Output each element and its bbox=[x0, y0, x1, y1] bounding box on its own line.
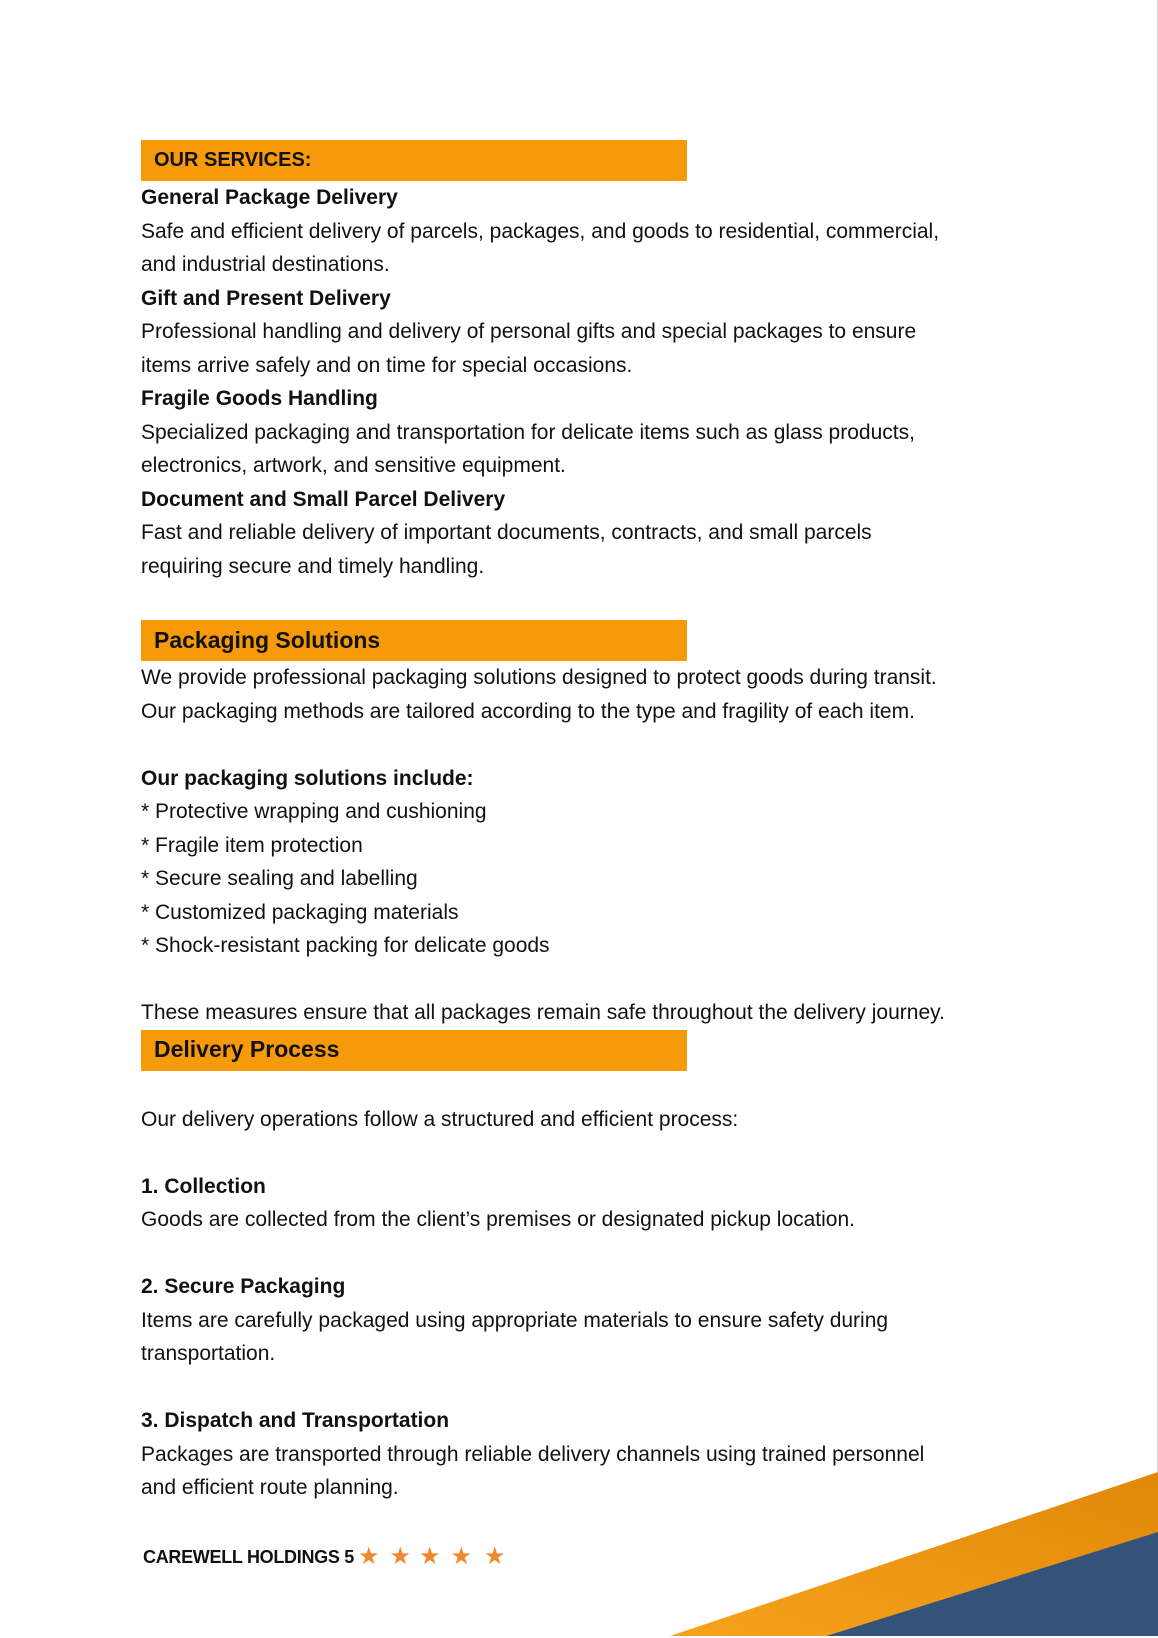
service-title: Gift and Present Delivery bbox=[141, 286, 391, 310]
service-desc-line: Safe and efficient delivery of parcels, packages, and goods to residential, commercial, bbox=[141, 219, 940, 243]
packaging-intro-line: Our packaging methods are tailored according to the type and fragility of each item. bbox=[141, 699, 915, 723]
service-title: Fragile Goods Handling bbox=[141, 387, 378, 410]
service-desc-line: Professional handling and delivery of personal gifts and special packages to ensure bbox=[141, 320, 917, 343]
step-desc-line: Goods are collected from the client’s premises or designated pickup location. bbox=[141, 1208, 855, 1231]
footer-text: CAREWELL HOLDINGS 5 bbox=[143, 1546, 354, 1567]
step-desc-line: Packages are transported through reliable delivery channels using trained personnel bbox=[141, 1442, 925, 1466]
packaging-closing: These measures ensure that all packages remain safe throughout the delivery journey. bbox=[141, 1001, 945, 1024]
star-icon: ★ bbox=[389, 1543, 412, 1570]
footer bbox=[143, 1545, 506, 1569]
packaging-list bbox=[141, 795, 1021, 963]
step-desc-line: transportation. bbox=[141, 1342, 276, 1365]
star-icon: ★ bbox=[357, 1543, 380, 1570]
service-desc-line: items arrive safely and on time for special occasions. bbox=[141, 353, 633, 377]
list-item: * Protective wrapping and cushioning bbox=[141, 800, 487, 823]
delivery-intro: Our delivery operations follow a structured and efficient process: bbox=[141, 1107, 739, 1131]
step-title: 3. Dispatch and Transportation bbox=[141, 1409, 450, 1432]
corner-decoration bbox=[660, 1460, 1158, 1638]
step-title: 2. Secure Packaging bbox=[141, 1275, 346, 1298]
star-icon: ★ bbox=[419, 1543, 441, 1570]
packaging-intro-line: We provide professional packaging solutions designed to protect goods during transit. bbox=[141, 666, 937, 689]
step-desc-line: Items are carefully packaged using appropriate materials to ensure safety during bbox=[141, 1308, 889, 1332]
packaging-heading: Packaging Solutions bbox=[154, 626, 381, 653]
list-item: * Customized packaging materials bbox=[141, 900, 459, 924]
service-desc-line: and industrial destinations. bbox=[141, 253, 390, 276]
packaging-heading-band bbox=[141, 620, 687, 661]
packaging-list-title: Our packaging solutions include: bbox=[141, 766, 474, 790]
services-heading: OUR SERVICES: bbox=[154, 148, 312, 171]
star-icon: ★ bbox=[450, 1543, 473, 1570]
service-title: Document and Small Parcel Delivery bbox=[141, 487, 506, 511]
step-title: 1. Collection bbox=[141, 1174, 266, 1198]
step-desc-line: and efficient route planning. bbox=[141, 1476, 399, 1499]
services-heading-band bbox=[141, 140, 687, 181]
service-desc-line: Fast and reliable delivery of important documents, contracts, and small parcels bbox=[141, 521, 872, 544]
document-body bbox=[141, 140, 1021, 1505]
star-icon: ★ bbox=[484, 1543, 506, 1570]
delivery-heading-band bbox=[141, 1030, 687, 1071]
service-title: General Package Delivery bbox=[141, 186, 398, 209]
list-item: * Secure sealing and labelling bbox=[141, 867, 418, 890]
rating-stars bbox=[358, 1545, 506, 1569]
list-item: * Fragile item protection bbox=[141, 833, 363, 857]
delivery-heading: Delivery Process bbox=[154, 1036, 340, 1063]
service-desc-line: Specialized packaging and transportation for delicate items such as glass products, bbox=[141, 420, 915, 444]
list-item: * Shock-resistant packing for delicate goods bbox=[141, 934, 550, 957]
service-desc-line: requiring secure and timely handling. bbox=[141, 554, 485, 578]
service-desc-line: electronics, artwork, and sensitive equipment. bbox=[141, 454, 566, 477]
